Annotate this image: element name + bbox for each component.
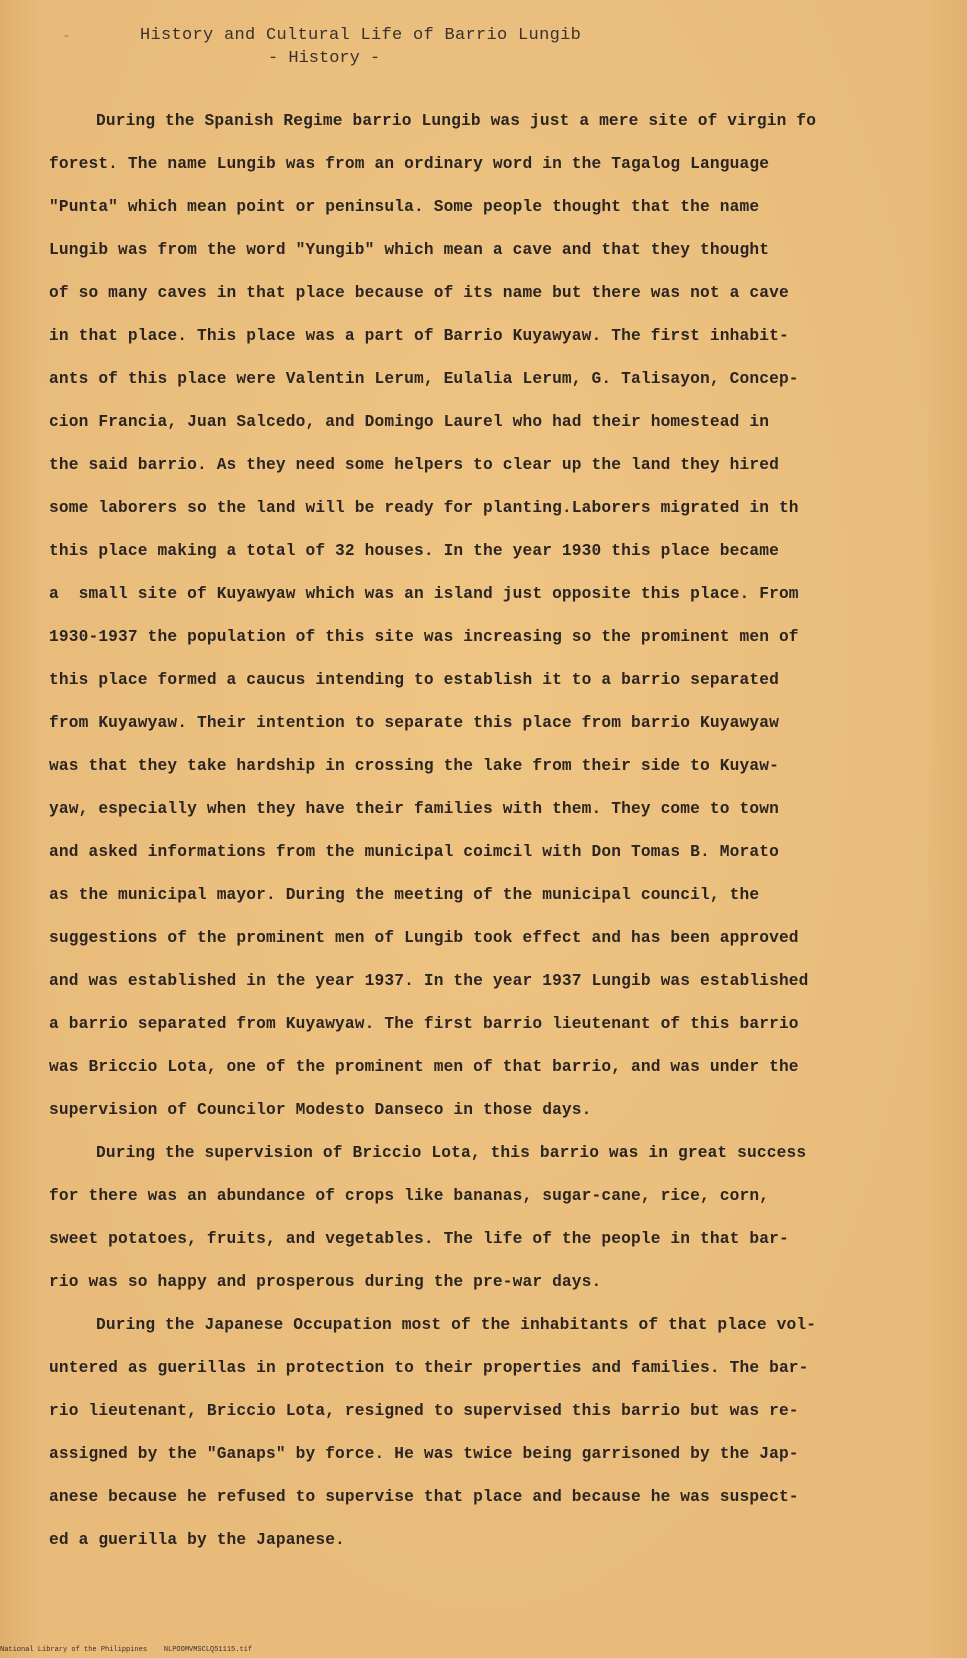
document-title: History and Cultural Life of Barrio Lungib [140, 26, 582, 45]
text-line: was Briccio Lota, one of the prominent men of that barrio, and was under the [49, 1058, 799, 1076]
text-line: rio was so happy and prosperous during the pre-war days. [49, 1273, 602, 1291]
text-line: in that place. This place was a part of Barrio Kuyawyaw. The first inhabit- [49, 327, 789, 345]
text-line: "Punta" which mean point or peninsula. Some people thought that the name [49, 198, 760, 216]
text-line: untered as guerillas in protection to their properties and families. The bar- [49, 1359, 809, 1377]
text-line: this place formed a caucus intending to establish it to a barrio separated [49, 671, 779, 689]
text-line: some laborers so the land will be ready for planting.Laborers migrated in th [49, 499, 799, 517]
text-line: During the Japanese Occupation most of the inhabitants of that place vol- [96, 1316, 817, 1334]
text-line: rio lieutenant, Briccio Lota, resigned to supervised this barrio but was re- [49, 1402, 799, 1420]
text-line: Lungib was from the word "Yungib" which mean a cave and that they thought [49, 241, 770, 259]
text-line: from Kuyawyaw. Their intention to separate this place from barrio Kuyawyaw [49, 714, 779, 732]
text-line: During the Spanish Regime barrio Lungib was just a mere site of virgin fo [96, 112, 817, 130]
text-line: a small site of Kuyawyaw which was an island just opposite this place. From [49, 585, 799, 603]
corner-mark: - [62, 28, 72, 45]
text-line: During the supervision of Briccio Lota, this barrio was in great success [96, 1144, 807, 1162]
text-line: and was established in the year 1937. In the year 1937 Lungib was established [49, 972, 809, 990]
text-line: ed a guerilla by the Japanese. [49, 1531, 345, 1549]
text-line: supervision of Councilor Modesto Danseco in those days. [49, 1101, 592, 1119]
text-line: a barrio separated from Kuyawyaw. The first barrio lieutenant of this barrio [49, 1015, 799, 1033]
text-line: cion Francia, Juan Salcedo, and Domingo Laurel who had their homestead in [49, 413, 770, 431]
text-line: sweet potatoes, fruits, and vegetables. The life of the people in that bar- [49, 1230, 789, 1248]
text-line: ants of this place were Valentin Lerum, Eulalia Lerum, G. Talisayon, Concep- [49, 370, 799, 388]
text-line: as the municipal mayor. During the meeting of the municipal council, the [49, 886, 760, 904]
text-line: the said barrio. As they need some helpers to clear up the land they hired [49, 456, 779, 474]
text-line: and asked informations from the municipal coimcil with Don Tomas B. Morato [49, 843, 779, 861]
text-line: assigned by the "Ganaps" by force. He was twice being garrisoned by the Jap- [49, 1445, 799, 1463]
text-line: for there was an abundance of crops like bananas, sugar-cane, rice, corn, [49, 1187, 770, 1205]
text-line: of so many caves in that place because of its name but there was not a cave [49, 284, 789, 302]
text-line: anese because he refused to supervise that place and because he was suspect- [49, 1488, 799, 1506]
scan-footer: National Library of the Philippines NLPOOMVMSCLQ51115.tif [0, 1646, 253, 1654]
text-line: yaw, especially when they have their families with them. They come to town [49, 800, 779, 818]
text-line: forest. The name Lungib was from an ordinary word in the Tagalog Language [49, 155, 770, 173]
text-line: suggestions of the prominent men of Lungib took effect and has been approved [49, 929, 799, 947]
text-line: 1930-1937 the population of this site was increasing so the prominent men of [49, 628, 799, 646]
document-subtitle: - History - [268, 49, 381, 68]
text-line: was that they take hardship in crossing the lake from their side to Kuyaw- [49, 757, 779, 775]
text-line: this place making a total of 32 houses. In the year 1930 this place became [49, 542, 779, 560]
